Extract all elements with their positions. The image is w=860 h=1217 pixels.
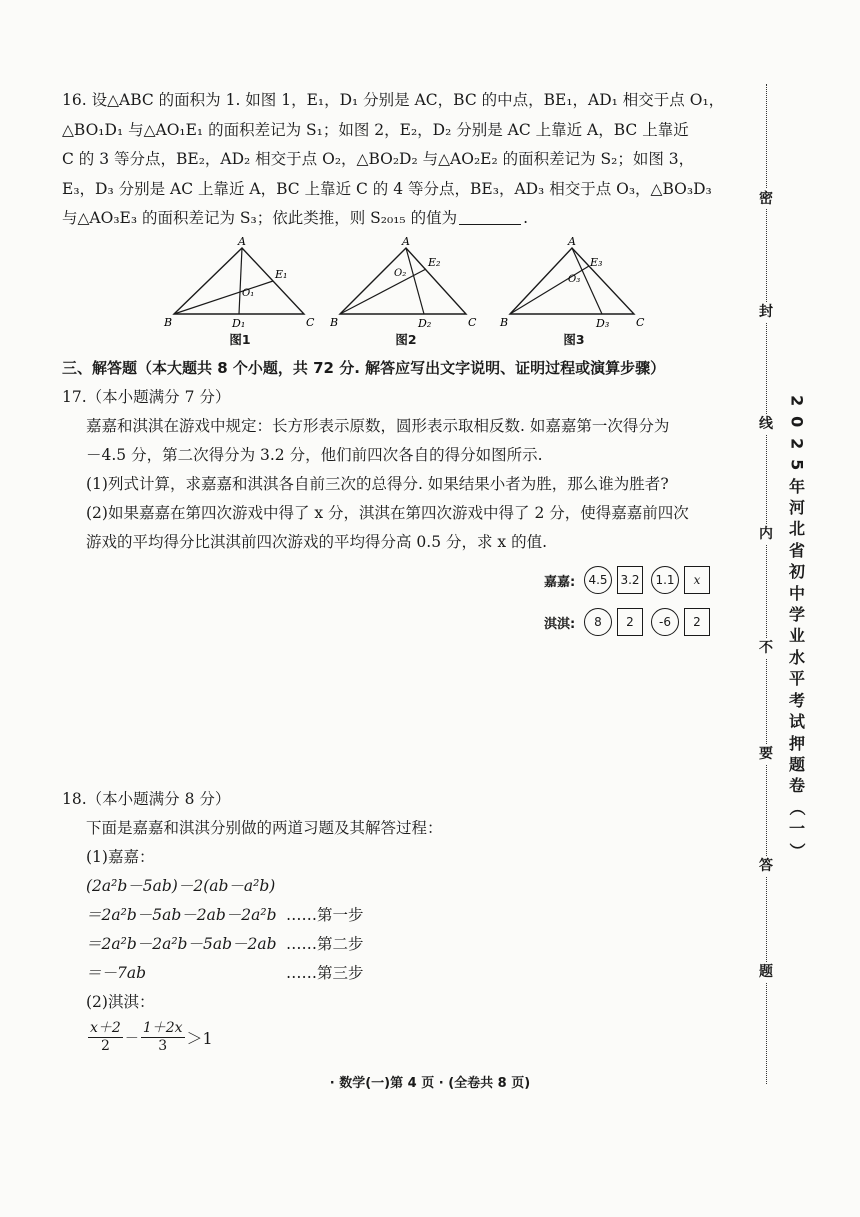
seal-char: 不: [754, 638, 778, 658]
fig2-label-a: A: [402, 236, 410, 248]
side-title-char: 题: [788, 754, 805, 774]
fig1-label-b: B: [164, 316, 173, 329]
side-title-char: 一: [788, 819, 805, 839]
q16-line: E₃，D₃ 分别是 AC 上靠近 A，BC 上靠近 C 的 4 等分点，BE₃，AD₃ 相交于点 O₃，△BO₃D₃: [62, 179, 712, 198]
figure-2-caption: 图2: [395, 332, 417, 347]
figure-1-drawing: [160, 236, 320, 336]
side-title-char: 5: [787, 459, 807, 471]
side-title-char: 年: [788, 476, 805, 496]
fig3-label-a: A: [568, 236, 576, 248]
question-16: [62, 86, 730, 234]
seal-char: 封: [754, 302, 778, 322]
fig1-label-a: A: [238, 236, 246, 248]
side-title-char: 2: [787, 437, 807, 450]
q16-figures: [160, 236, 660, 356]
figure-1-caption: 图1: [229, 332, 251, 347]
fig1-label-c: C: [306, 316, 315, 329]
q18-part1: (1)嘉嘉：: [86, 848, 155, 866]
figure-1: [160, 236, 320, 356]
score-circle: -6: [651, 608, 679, 636]
qiqi-scores: [544, 606, 718, 638]
q17-head: 17.（本小题满分 7 分）: [62, 388, 231, 406]
side-title-char: ）: [787, 842, 807, 859]
side-title-char: 水: [788, 647, 805, 667]
q16-line-last: [62, 204, 730, 234]
q18-part2: (2)淇淇：: [86, 993, 155, 1011]
figure-3-drawing: [498, 236, 658, 336]
q17-line: (1)列式计算，求嘉嘉和淇淇各自前三次的总得分. 如果结果小者为胜，那么谁为胜者?: [86, 475, 669, 493]
q18-inequality: [86, 1020, 213, 1055]
q18-expr0: (2a²b－5ab)－2(ab－a²b): [86, 877, 276, 895]
side-title-char: 业: [788, 626, 805, 646]
seal-char: 密: [754, 189, 778, 209]
score-rect: 2: [617, 608, 643, 636]
step-expr: ＝2a²b－5ab－2ab－2a²b: [86, 906, 277, 924]
figure-3: [498, 236, 658, 356]
q18-step-1: [62, 901, 730, 930]
fraction-1: [88, 1020, 123, 1055]
denominator: 2: [100, 1038, 110, 1054]
fig3-label-c: C: [636, 316, 645, 329]
step-label: ……第一步: [286, 906, 364, 924]
side-title-char: 初: [788, 562, 805, 582]
q17-line: －4.5 分，第二次得分为 3.2 分，他们前四次各自的得分如图所示.: [86, 446, 543, 464]
side-title-char: 0: [787, 416, 807, 428]
page-footer: · 数学(一)第 4 页 · (全卷共 8 页): [329, 1076, 531, 1091]
side-title-char: 河: [788, 498, 805, 518]
jiajia-label: 嘉嘉:: [544, 574, 576, 590]
qiqi-label: 淇淇:: [544, 616, 576, 632]
side-title-char: 押: [788, 733, 805, 753]
side-title: [782, 390, 812, 861]
q18-step-2: [62, 930, 730, 959]
fig2-label-b: B: [330, 316, 339, 329]
step-label: ……第二步: [286, 935, 364, 953]
score-rect: 2: [684, 608, 710, 636]
fig3-label-e: E₃: [590, 256, 603, 269]
seal-char: 答: [754, 856, 778, 876]
score-circle: 4.5: [584, 566, 612, 594]
fig3-label-d: D₃: [596, 317, 610, 330]
score-circle: 8: [584, 608, 612, 636]
binding-margin: [738, 84, 788, 1084]
fig2-label-o: O₂: [394, 268, 407, 279]
q16-last-end: .: [523, 209, 529, 227]
q17-line: 游戏的平均得分比淇淇前四次游戏的平均得分高 0.5 分，求 x 的值.: [86, 533, 548, 551]
question-18: [62, 785, 730, 1017]
side-title-char: 学: [788, 605, 805, 625]
figure-2-drawing: [330, 236, 490, 336]
question-17: [62, 383, 730, 557]
q16-last-text: 与△AO₃E₃ 的面积差记为 S₃；依此类推，则 S₂₀₁₅ 的值为: [62, 209, 458, 227]
fig3-label-b: B: [500, 316, 509, 329]
q18-intro: 下面是嘉嘉和淇淇分别做的两道习题及其解答过程：: [86, 819, 443, 837]
fig3-label-o: O₃: [568, 274, 581, 285]
score-cards: [544, 564, 734, 654]
q16-line: △BO₁D₁ 与△AO₁E₁ 的面积差记为 S₁；如图 2，E₂，D₂ 分别是 AC 上靠近 A，BC 上靠近: [62, 120, 689, 139]
side-title-char: 省: [788, 540, 805, 560]
step-expr: ＝－7ab: [86, 964, 147, 982]
seal-char: 内: [754, 524, 778, 544]
side-title-char: 北: [788, 519, 805, 539]
fig2-label-d: D₂: [418, 317, 432, 330]
q18-head: 18.（本小题满分 8 分）: [62, 790, 231, 808]
denominator: 3: [158, 1038, 168, 1054]
seal-char: 线: [754, 414, 778, 434]
figure-2: [330, 236, 490, 356]
figure-3-caption: 图3: [563, 332, 585, 347]
fig2-label-e: E₂: [428, 256, 441, 269]
q16-line: C 的 3 等分点，BE₂，AD₂ 相交于点 O₂，△BO₂D₂ 与△AO₂E₂ 的面积差记为 S₂；如图 3，: [62, 150, 695, 168]
side-title-char: （: [787, 799, 807, 816]
side-title-char: 卷: [788, 776, 805, 796]
step-expr: ＝2a²b－2a²b－5ab－2ab: [86, 935, 277, 953]
side-title-char: 2: [787, 395, 807, 407]
q18-step-3: [62, 959, 730, 988]
step-label: ……第三步: [286, 964, 364, 982]
jiajia-scores: [544, 564, 718, 596]
side-title-char: 考: [788, 690, 805, 710]
seal-char: 题: [754, 962, 778, 982]
q17-line: 嘉嘉和淇淇在游戏中规定：长方形表示原数，圆形表示取相反数. 如嘉嘉第一次得分为: [86, 417, 670, 435]
dotted-seal-line: [766, 84, 767, 1084]
seal-char: 要: [754, 744, 778, 764]
fig1-label-o: O₁: [242, 288, 255, 299]
side-title-char: 平: [788, 669, 805, 689]
side-title-char: 中: [788, 583, 805, 603]
q17-line: (2)如果嘉嘉在第四次游戏中得了 x 分，淇淇在第四次游戏中得了 2 分，使得嘉嘉前四次: [86, 504, 689, 522]
fig1-label-e: E₁: [275, 268, 288, 281]
numerator: 1＋2x: [142, 1020, 183, 1036]
fraction-2: [141, 1020, 185, 1055]
relation: ＞1: [186, 1029, 213, 1048]
side-title-char: 试: [788, 712, 805, 732]
section-3-heading: 三、解答题（本大题共 8 个小题，共 72 分. 解答应写出文字说明、证明过程或演算步骤）: [62, 359, 666, 377]
fig2-label-c: C: [468, 316, 477, 329]
fig1-label-d: D₁: [232, 317, 246, 330]
score-circle: 1.1: [651, 566, 679, 594]
answer-blank[interactable]: [459, 208, 521, 225]
score-rect: x: [684, 566, 710, 594]
minus-sign: －: [124, 1030, 139, 1047]
score-rect: 3.2: [617, 566, 643, 594]
q16-line: 16. 设△ABC 的面积为 1. 如图 1，E₁，D₁ 分别是 AC，BC 的中点，BE₁，AD₁ 相交于点 O₁，: [62, 91, 725, 109]
numerator: x＋2: [90, 1020, 121, 1036]
